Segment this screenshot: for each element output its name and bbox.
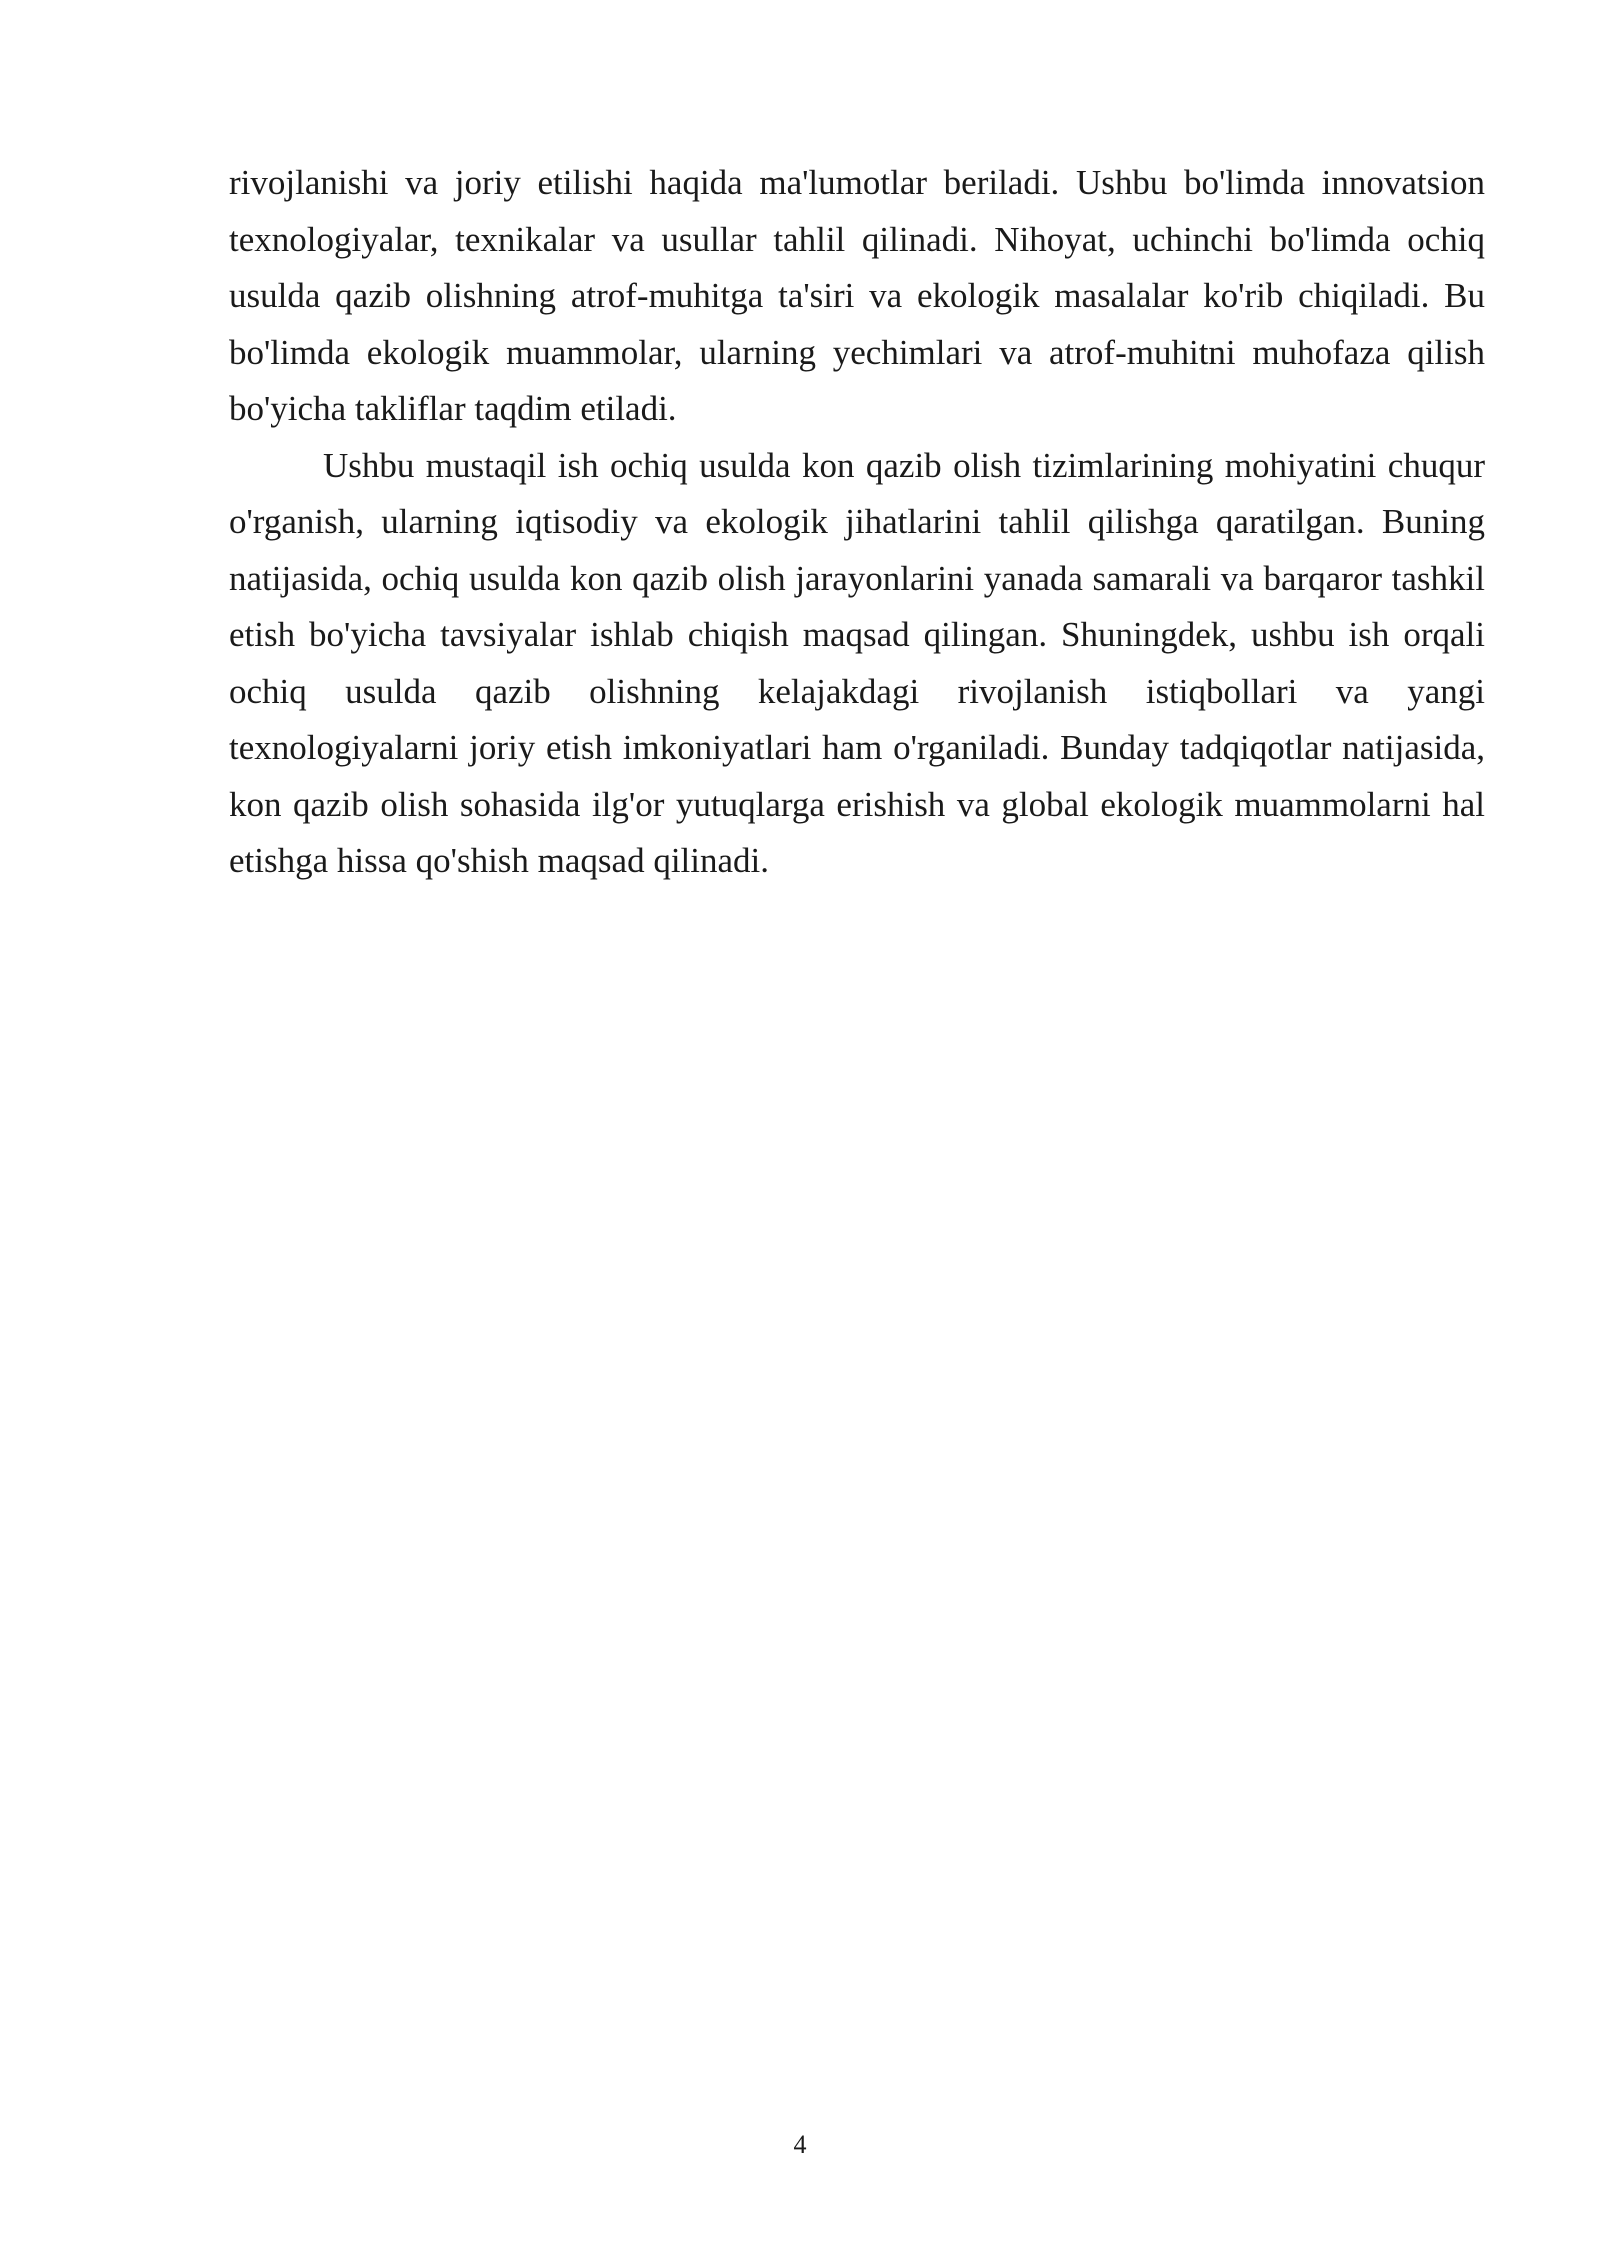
paragraph-purpose: Ushbu mustaqil ish ochiq usulda kon qazib olish tizimlarining mohiyatini chuqur o'rganish, ularning iqtisodiy va ekologik jihatlarini tahlil qilishga qaratilgan. Buning natijasida, ochiq usulda kon qazib olish jarayonlarini yanada samarali va barqaror tashkil etish bo'yicha tavsiyalar ishlab chiqish maqsad qilingan. Shuningdek, ushbu ish orqali ochiq usulda qazib olishning kelajakdagi rivojlanish istiqbollari va yangi texnologiyalarni joriy etish imkoniyatlari ham o'rganiladi. Bunday tadqiqotlar natijasida, kon qazib olish sohasida ilg'or yutuqlarga erishish va global ekologik muammolarni hal etishga hissa qo'shish maqsad qilinadi. xyxy=(229,445,1485,880)
paragraph-continuation: rivojlanishi va joriy etilishi haqida ma'lumotlar beriladi. Ushbu bo'limda innovatsion texnologiyalar, texnikalar va usullar tahlil qilinadi. Nihoyat, uchinchi bo'limda ochiq usulda qazib olishning atrof-muhitga ta'siri va ekologik masalalar ko'rib chiqiladi. Bu bo'limda ekologik muammolar, ularning yechimlari va atrof-muhitni muhofaza qilish bo'yicha takliflar taqdim etiladi. xyxy=(229,163,1485,428)
document-body xyxy=(229,155,1485,890)
page-number: 4 xyxy=(793,2130,807,2159)
